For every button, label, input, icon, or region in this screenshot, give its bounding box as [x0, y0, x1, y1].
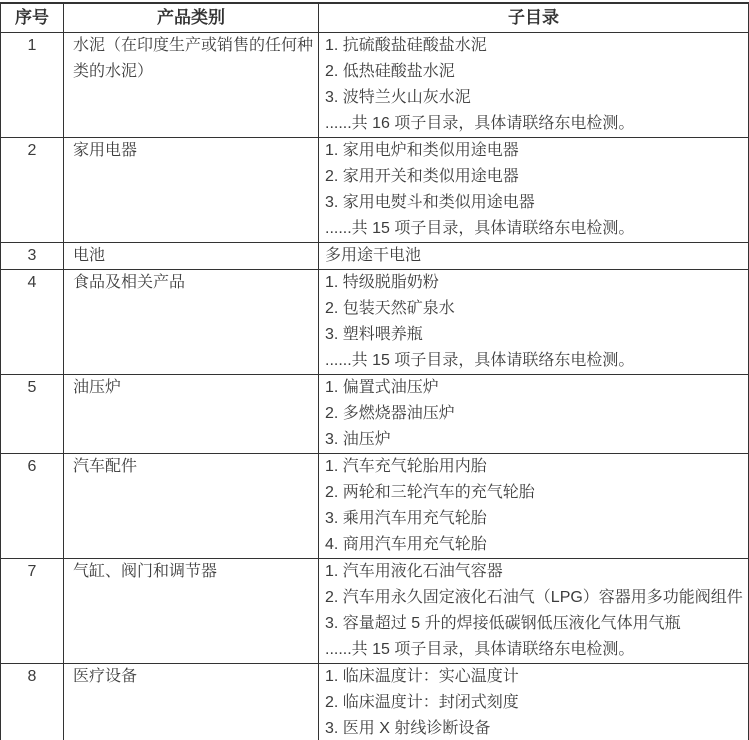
subcategory-item: 多用途干电池: [325, 247, 422, 264]
subcategory-item: ......共 15 项子目录，具体请联络东电检测。: [325, 220, 635, 237]
subcategory-item: 1. 偏置式油压炉: [325, 379, 439, 396]
subcategory-item: 1. 家用电炉和类似用途电器: [325, 142, 519, 159]
category-cell: [64, 375, 319, 454]
category-text: 电池: [73, 247, 106, 264]
subcategory-item: 2. 临床温度计：封闭式刻度: [325, 694, 519, 711]
category-cell: [64, 559, 319, 664]
subcategory-item: 1. 抗硫酸盐硅酸盐水泥: [325, 37, 487, 54]
category-text: 食品及相关产品: [73, 274, 186, 291]
subcategory-item: 2. 两轮和三轮汽车的充气轮胎: [325, 484, 535, 501]
subcategory-cell: [319, 243, 749, 270]
row-number: 8: [27, 668, 37, 685]
subcategory-item: 3. 波特兰火山灰水泥: [325, 89, 471, 106]
row-number: 7: [27, 563, 37, 580]
category-cell: [64, 664, 319, 740]
row-number-cell: [1, 270, 64, 375]
row-number: 4: [27, 274, 37, 291]
header-serial-number: 序号: [1, 3, 64, 33]
row-number: 2: [27, 142, 37, 159]
subcategory-item: 2. 多燃烧器油压炉: [325, 405, 455, 422]
product-category-table: [0, 2, 749, 740]
subcategory-item: 1. 汽车用液化石油气容器: [325, 563, 503, 580]
row-number-cell: [1, 375, 64, 454]
subcategory-item: 2. 家用开关和类似用途电器: [325, 168, 519, 185]
header-row: [1, 3, 749, 33]
subcategory-item: 3. 容量超过 5 升的焊接低碳钢低压液化气体用气瓶: [325, 615, 681, 632]
subcategory-item: 1. 特级脱脂奶粉: [325, 274, 439, 291]
subcategory-item: 2. 包装天然矿泉水: [325, 300, 455, 317]
row-number-cell: [1, 243, 64, 270]
row-number: 3: [27, 247, 37, 264]
row-number-cell: [1, 664, 64, 740]
subcategory-cell: [319, 664, 749, 740]
category-cell: [64, 454, 319, 559]
category-text: 汽车配件: [73, 458, 138, 475]
row-number-cell: [1, 559, 64, 664]
row-number-cell: [1, 454, 64, 559]
category-cell: [64, 33, 319, 138]
subcategory-item: 2. 低热硅酸盐水泥: [325, 63, 455, 80]
table-row: [1, 270, 749, 375]
header-product-category: 产品类别: [64, 3, 319, 33]
subcategory-item: 3. 油压炉: [325, 431, 391, 448]
subcategory-item: ......共 15 项子目录，具体请联络东电检测。: [325, 641, 635, 658]
table-row: [1, 33, 749, 138]
subcategory-cell: [319, 33, 749, 138]
subcategory-item: ......共 16 项子目录，具体请联络东电检测。: [325, 115, 635, 132]
subcategory-item: 3. 塑料喂养瓶: [325, 326, 423, 343]
table-row: [1, 138, 749, 243]
subcategory-item: 1. 临床温度计：实心温度计: [325, 668, 519, 685]
subcategory-item: 4. 商用汽车用充气轮胎: [325, 536, 487, 553]
subcategory-item: 2. 汽车用永久固定液化石油气（LPG）容器用多功能阀组件: [325, 589, 743, 606]
category-text: 气缸、阀门和调节器: [73, 563, 218, 580]
category-text: 水泥（在印度生产或销售的任何种类的水泥）: [73, 37, 314, 80]
subcategory-item: 3. 医用 X 射线诊断设备: [325, 720, 491, 737]
row-number: 5: [27, 379, 37, 396]
category-cell: [64, 243, 319, 270]
category-text: 医疗设备: [73, 668, 138, 685]
table-row: [1, 454, 749, 559]
subcategory-item: 3. 家用电熨斗和类似用途电器: [325, 194, 535, 211]
table-row: [1, 243, 749, 270]
row-number-cell: [1, 33, 64, 138]
table-row: [1, 375, 749, 454]
table-row: [1, 559, 749, 664]
subcategory-cell: [319, 559, 749, 664]
subcategory-item: 1. 汽车充气轮胎用内胎: [325, 458, 487, 475]
category-cell: [64, 138, 319, 243]
category-cell: [64, 270, 319, 375]
subcategory-cell: [319, 138, 749, 243]
category-text: 家用电器: [73, 142, 138, 159]
subcategory-item: 3. 乘用汽车用充气轮胎: [325, 510, 487, 527]
row-number: 1: [27, 37, 37, 54]
row-number-cell: [1, 138, 64, 243]
table-row: [1, 664, 749, 740]
subcategory-item: ......共 15 项子目录，具体请联络东电检测。: [325, 352, 635, 369]
row-number: 6: [27, 458, 37, 475]
subcategory-cell: [319, 454, 749, 559]
subcategory-cell: [319, 375, 749, 454]
category-text: 油压炉: [73, 379, 122, 396]
header-subcategory: 子目录: [319, 3, 749, 33]
subcategory-cell: [319, 270, 749, 375]
